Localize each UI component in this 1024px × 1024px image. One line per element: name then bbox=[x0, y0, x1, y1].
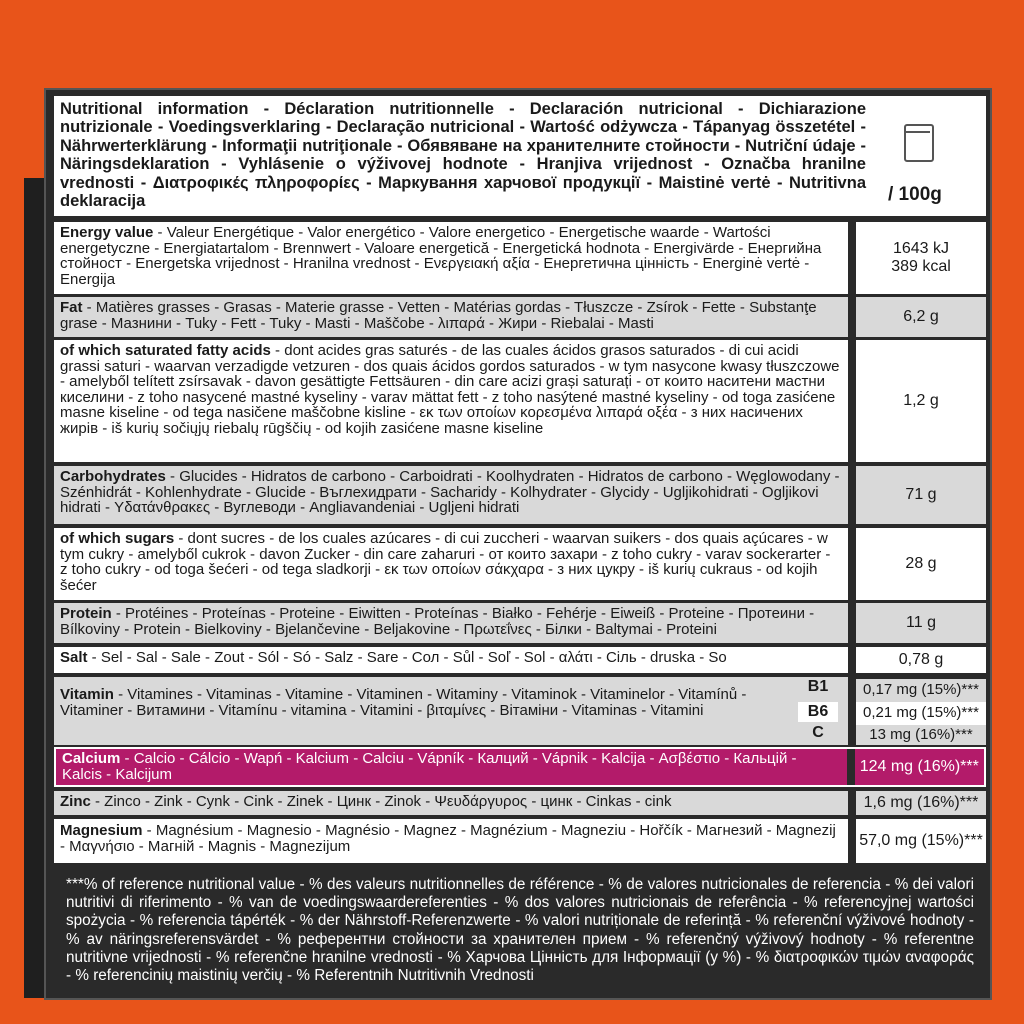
row-value: 1,2 g bbox=[856, 340, 986, 462]
header-title: Nutritional information - Déclaration nutritionnelle - Declaración nutricional - Dichiarazione nutrizionale - Voedingsverklaring - Declaração nutricional - Wartość odżywcza - Tápanyag összetétel - Nährwerterklärung - Informaţii nutriţionale - Обявяване на хранителните стойности - Nutriční údaje - Näringsdeklaration - Vyhlásenie o výživovej hodnote - Hranjiva vrijednost - Označba hranilne vrednosti - Διατροφικές πληροφορίες - Маркування харчової продукції - Maistinė vertė - Nutritivna deklaracija bbox=[60, 100, 866, 211]
nutrition-header bbox=[54, 96, 986, 220]
per-100g-label: / 100g bbox=[888, 184, 942, 205]
row-name: Zinc bbox=[60, 793, 91, 810]
row-salt bbox=[54, 647, 986, 673]
row-translations: - Magnésium - Magnesio - Magnésio - Magnez - Magnézium - Magneziu - Hořčík - Магнезий - Magnezij - Μαγνήσιο - Магній - Magnis - Magnezijum bbox=[60, 822, 836, 855]
row-value: 0,78 g bbox=[856, 647, 986, 673]
row-translations: - Glucides - Hidratos de carbono - Carboidrati - Koolhydraten - Hidratos de carbono - Węglowodany - Szénhidrát - Kohlenhydrate - Glucide - Въглехидрати - Sacharidy - Kolhydrater - Glycidy - Ugljikohidrati - Ogljikovi hidrati - Υδατάνθρακες - Вуглеводи - Angliavandeniai - Ugljeni hidrati bbox=[60, 468, 840, 517]
row-carbohydrates bbox=[54, 466, 986, 524]
row-value: 57,0 mg (15%)*** bbox=[856, 819, 986, 863]
row-name: of which sugars bbox=[60, 530, 175, 547]
row-value: 124 mg (16%)*** bbox=[855, 749, 984, 785]
row-value: 1,6 mg (16%)*** bbox=[856, 791, 986, 815]
row-name: Carbohydrates bbox=[60, 468, 166, 485]
per-100g-column bbox=[884, 96, 986, 216]
package-edge bbox=[24, 178, 46, 998]
footnote-text: ***% of reference nutritional value - % des valeurs nutritionnelles de référence - % de valores nutricionales de referencia - % dei valori nutritivi di riferimento - % van de voedingswaardereferenties - % dos valores nutricionais de referência - % referencyjnej wartości spożycia - % referencia tápérték - % der Nährstoff-Referenzwerte - % valori nutriționale de referință - % referenční výživové hodnoty - % av näringsreferensvärdet - % референтни стойности за хранителен прием - % referenčný výživový hodnoty - % referentne nutritivne vrijednosti - % referenčne hranilne vrednosti - % Харчова Цінність для Інформації (у %) - % διατροφικών τιμών αναφοράς - % referencinių maistinių verčių - % Referentnih Nutritivnih Vrednosti bbox=[66, 876, 974, 985]
row-saturated-fat bbox=[54, 340, 986, 462]
row-sugars bbox=[54, 528, 986, 600]
vitamin-value-b1: 0,17 mg (15%)*** bbox=[856, 679, 986, 702]
row-name: Fat bbox=[60, 299, 83, 316]
row-value: 6,2 g bbox=[856, 297, 986, 337]
vitamin-code-b1: B1 bbox=[807, 678, 829, 695]
row-name: of which saturated fatty acids bbox=[60, 342, 271, 359]
row-translations: - Matières grasses - Grasas - Materie grasse - Vetten - Matérias gordas - Tłuszcze - Zsírok - Fette - Substanţe grase - Мазнини - Tuky - Fett - Tuky - Masti - Maščobe - λιπαρά - Жири - Riebalai - Masti bbox=[60, 299, 817, 332]
row-translations: - Sel - Sal - Sale - Zout - Sól - Só - Salz - Sare - Сол - Sůl - Soľ - Sol - αλάτι - Сіль - druska - So bbox=[87, 649, 727, 666]
vitamin-value-b6: 0,21 mg (15%)*** bbox=[856, 702, 986, 725]
reference-footnote bbox=[54, 870, 986, 994]
row-name: Calcium bbox=[62, 750, 121, 767]
row-translations: - Valeur Energétique - Valor energético - Valore energetico - Energetische waarde - Wartości energetyczne - Energiatartalom - Brennwert - Valoare energetică - Energetická hodnota - Energivärde - Енергийна стойност - Energetska vrijednost - Hranilna vrednost - Ενεργειακή αξία - Енергетична цінність - Energinė vertė - Energija bbox=[60, 224, 822, 288]
row-value: 11 g bbox=[856, 603, 986, 643]
vitamin-code-c: C bbox=[812, 724, 824, 741]
row-calcium bbox=[54, 747, 986, 787]
row-protein bbox=[54, 603, 986, 643]
row-translations: - Zinco - Zink - Cynk - Cink - Zinek - Цинк - Zinok - Ψευδάργυρος - цинк - Cinkas - cink bbox=[90, 793, 672, 810]
row-fat bbox=[54, 297, 986, 337]
row-value: 71 g bbox=[856, 466, 986, 524]
row-energy bbox=[54, 222, 986, 294]
row-translations: - Vitamines - Vitaminas - Vitamine - Vitaminen - Witaminy - Vitaminok - Vitaminelor - Vitamínů - Vitaminer - Витамини - Vitamínu - vitamina - Vitamini - βιταμίνες - Вітаміни - Vitaminas - Vitamini bbox=[60, 686, 747, 719]
row-name: Energy value bbox=[60, 224, 154, 241]
vitamin-value-c: 13 mg (16%)*** bbox=[856, 725, 986, 745]
row-vitamin bbox=[54, 677, 986, 745]
row-name: Protein bbox=[60, 605, 112, 622]
vitamin-code-b6: B6 bbox=[798, 702, 838, 722]
row-value: 28 g bbox=[856, 528, 986, 600]
row-translations: - Calcio - Cálcio - Wapń - Kalcium - Calciu - Vápník - Калций - Vápnik - Kalcija - Ασβέστιο - Кальцій - Kalcis - Kalcijum bbox=[62, 750, 797, 783]
row-value: 1643 kJ 389 kcal bbox=[856, 222, 986, 294]
row-translations: - Protéines - Proteínas - Proteine - Eiwitten - Proteínas - Białko - Fehérje - Eiweiß - Proteine - Протеини - Bílkoviny - Protein - Bielkoviny - Bjelančevine - Beljakovine - Πρωτεΐνες - Білки - Baltymai - Proteini bbox=[60, 605, 815, 638]
row-zinc bbox=[54, 791, 986, 815]
row-magnesium bbox=[54, 819, 986, 863]
row-name: Salt bbox=[60, 649, 88, 666]
row-translations: - dont sucres - de los cuales azúcares - di cui zuccheri - waarvan suikers - dos quais açúcares - w tym cukry - amelyből cukrok - davon Zucker - din care zaharuri - от които захари - z toho cukry - varav sockerarter - z toho cukry - od toga šećeri - od tega sladkorji - εκ των οποίων σάκχαρα - з них цукру - iš kurių cukraus - od kojih šećer bbox=[60, 530, 831, 594]
row-translations: - dont acides gras saturés - de las cuales ácidos grasos saturados - di cui acidi grassi saturi - waarvan verzadigde vetzuren - dos quais ácidos gordos saturados - w tym nasycone kwasy tłuszczowe - amelyből telített zsírsavak - davon gesättigte Fettsäuren - din care acizi grași saturați - от които наситени мастни киселини - z toho nasycené mastné kyseliny - varav mättat fett - z toho nasýtené mastné kyseliny - od toga zasićene masne kiseline - od tega nasičene maščobne kisline - εκ των οποίων κορεσμένα λιπαρά οξέα - з них насичених жирів - iš kurių sočiųjų riebalų rūgščių - od kojih zasićene masne kiseline bbox=[60, 342, 840, 437]
row-name: Magnesium bbox=[60, 822, 143, 839]
pouch-icon bbox=[904, 124, 934, 162]
row-name: Vitamin bbox=[60, 686, 114, 703]
